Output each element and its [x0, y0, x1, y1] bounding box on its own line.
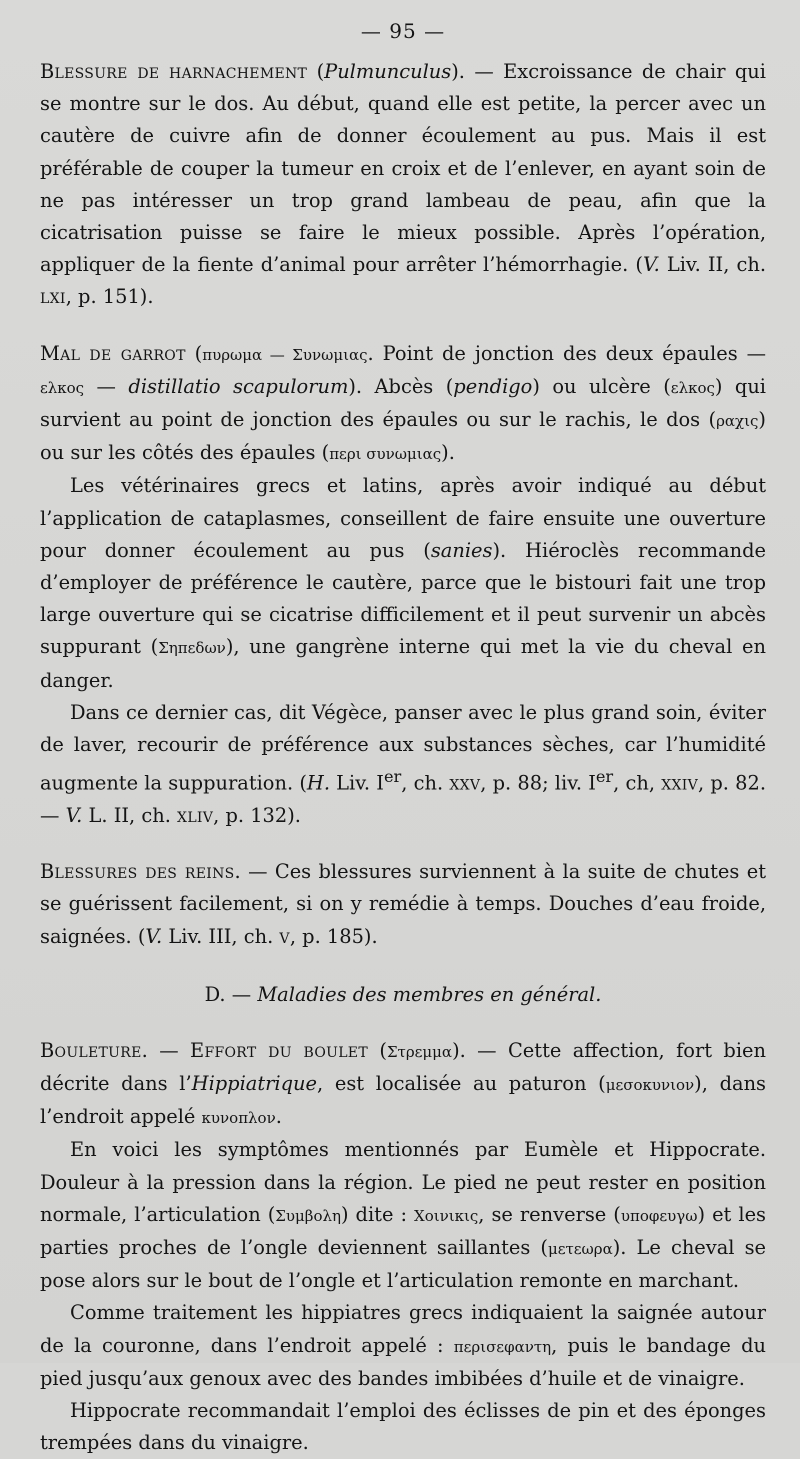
section-title: Maladies des membres en général. — [257, 982, 602, 1006]
greek-term: μεσοκυνιον — [605, 1075, 695, 1094]
paragraph-bouleture-3: Comme traitement les hippiatres grecs indiquaient la saignée autour de la couronne, dans l’endroit appelé : περισεφαντη, puis le bandage du pied jusqu’aux genoux avec des bandes imbibées d’huile et de vinaigre. — [40, 1301, 767, 1390]
greek-term: περι συνωμιας — [329, 445, 442, 464]
reference-author: H. — [306, 771, 330, 795]
section-heading: D. — Maladies des membres en général. — [204, 982, 602, 1006]
paragraph-bouleture-1: Bouleture. — Effort du boulet (Στρεμμα). — Cette affection, fort bien décrite dans l’Hippiatrique, est localisée au paturon (μεσοκυνιον), dans l’endroit appelé κυνοπλον. — [40, 1038, 767, 1129]
entry-title: Bouleture — [40, 1038, 142, 1062]
reference-author: V. — [642, 253, 660, 277]
greek-term: περισεφαντη — [453, 1337, 552, 1356]
greek-term: ελκος — [670, 378, 715, 397]
greek-term: Στρεμμα — [386, 1042, 453, 1061]
greek-term: Χοινικις — [414, 1206, 479, 1225]
paragraph-bouleture-4: Hippocrate recommandait l’emploi des éclisses de pin et des éponges trempées dans du vinaigre. — [40, 1398, 766, 1455]
entry-title: Mal de garrot — [40, 341, 186, 365]
entry-subtitle: Effort du boulet — [189, 1038, 368, 1062]
paragraph-garrot-1: Mal de garrot (πυρωμα — Συνωμιας. Point de jonction des deux épaules — ελκος — distillatio scapulorum). Abcès (pendigo) ou ulcère (ελκος) qui survient au point de jonction des épaules ou sur le rachis, le dos (ραχις) ou sur les côtés des épaules (περι συνωμιας). — [40, 341, 767, 465]
paragraph-reins: Blessures des reins. — Ces blessures surviennent à la suite de chutes et se guérissent facilement, si on y remédie à temps. Douches d’eau froide, saignées. (V. Liv. III, ch. v, p. 185). — [40, 860, 766, 948]
latin-term: distillatio scapulorum — [128, 374, 349, 398]
greek-term: κυνοπλον — [201, 1109, 276, 1128]
page-number: — 95 — — [360, 19, 446, 43]
greek-term: ελκος — [40, 378, 85, 397]
reference-author: V. — [145, 924, 163, 948]
paragraph-garrot-3: Dans ce dernier cas, dit Végèce, panser avec le plus grand soin, éviter de laver, recourir de préférence aux substances sèches, car l’humidité augmente la suppuration. (H. Liv. Ier, ch. xxv, p. 88; liv. Ier, ch, xxiv, p. 82. — V. L. II, ch. xliv, p. 132). — [40, 700, 766, 827]
greek-term: μετεωρα — [547, 1239, 613, 1258]
greek-term: Συμβολη — [275, 1206, 341, 1225]
entry-title: Blessures des reins — [40, 860, 235, 884]
paragraph-bouleture-2: En voici les symptômes mentionnés par Eumèle et Hippocrate. Douleur à la pression dans la région. Le pied ne peut rester en position normale, l’articulation (Συμβολη) dite : Χοινικις, se renverse (υποφευγω) et les parties proches de l’ongle deviennent saillantes (μετεωρα). Le cheval se pose alors sur le bout de l’ongle et l’articulation remonte en marchant. — [40, 1138, 767, 1293]
paragraph-garrot-2: Les vétérinaires grecs et latins, après avoir indiqué au début l’application de cataplasmes, conseillent de faire ensuite une ouverture pour donner écoulement au pus (sanies). Hiéroclès recommande d’employer de préférence le cautère, parce que le bistouri fait une trop large ouverture qui se cicatrise difficilement et il peut survenir un abcès suppurant (Σηπεδων), une gangrène interne qui met la vie du cheval en danger. — [40, 474, 766, 692]
entry-title: Blessure de harnachement — [40, 60, 308, 83]
greek-term: πυρωμα — Συνωμιας — [202, 345, 368, 364]
latin-term: Pulmunculus — [324, 60, 452, 83]
greek-term: ραχις — [716, 412, 759, 431]
greek-term: υποφευγω — [620, 1206, 698, 1225]
paragraph-harnachement: Blessure de harnachement (Pulmunculus). — Excroissance de chair qui se montre sur le dos. Au début, quand elle est petite, la percer avec un cautère de cuivre afin de donner écoulement au pus. Mais il est préférable de couper la tumeur en croix et de l’enlever, en ayant soin de ne pas intéresser un trop grand lambeau de peau, afin que la cicatrisation puisse se faire le mieux possible. Après l’opération, appliquer de la fiente d’animal pour arrêter l’hémorrhagie. (V. Liv. II, ch. lxi, p. 151). — [40, 60, 766, 309]
greek-term: Σηπεδων — [158, 639, 226, 658]
reference-author: V. — [65, 803, 83, 827]
